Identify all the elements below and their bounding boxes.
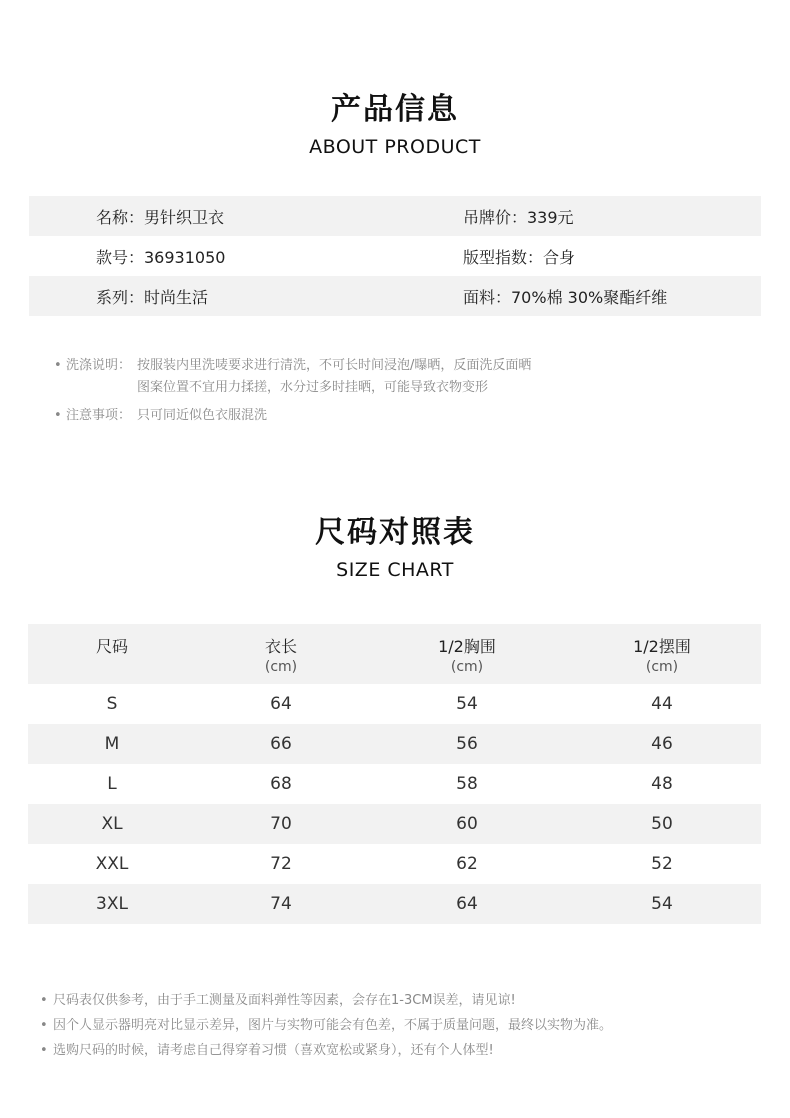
cell-hem: 54 bbox=[651, 894, 673, 914]
wash-label: 洗涤说明： bbox=[66, 358, 132, 373]
info-price: 吊牌价：339元 bbox=[463, 207, 574, 227]
cell-hem: 52 bbox=[651, 854, 673, 874]
table-row bbox=[28, 884, 761, 924]
size-chart-header bbox=[0, 507, 790, 581]
header-size: 尺码 bbox=[95, 637, 128, 656]
cell-length: 68 bbox=[270, 774, 292, 794]
info-row bbox=[29, 276, 761, 316]
cell-size: 3XL bbox=[96, 894, 128, 914]
cell-chest: 60 bbox=[456, 814, 478, 834]
notice-label: 注意事项： bbox=[66, 408, 132, 423]
header-length: 衣长 (cm) bbox=[264, 637, 298, 675]
cell-length: 74 bbox=[270, 894, 292, 914]
cell-chest: 58 bbox=[456, 774, 478, 794]
table-row bbox=[28, 764, 761, 804]
cell-hem: 48 bbox=[651, 774, 673, 794]
table-row bbox=[28, 684, 761, 724]
cell-length: 66 bbox=[270, 734, 292, 754]
cell-size: S bbox=[106, 694, 118, 714]
info-style-number: 款号：36931050 bbox=[96, 247, 226, 267]
size-table-header bbox=[28, 624, 761, 684]
care-notice bbox=[54, 405, 531, 427]
info-fit: 版型指数：合身 bbox=[463, 247, 576, 267]
cell-chest: 64 bbox=[456, 894, 478, 914]
cell-hem: 46 bbox=[651, 734, 673, 754]
product-info-subtitle: ABOUT PRODUCT bbox=[309, 136, 481, 158]
size-chart-title: 尺码对照表 bbox=[315, 515, 475, 550]
cell-chest: 62 bbox=[456, 854, 478, 874]
wash-instructions bbox=[54, 355, 531, 377]
cell-length: 72 bbox=[270, 854, 292, 874]
table-row bbox=[28, 724, 761, 764]
info-row bbox=[29, 236, 761, 276]
header-chest: 1/2胸围 (cm) bbox=[438, 637, 496, 675]
info-series: 系列：时尚生活 bbox=[96, 287, 209, 307]
wash-text-line1: 按服装内里洗唛要求进行清洗，不可长时间浸泡/曝晒，反面洗反面晒 bbox=[137, 358, 532, 373]
cell-chest: 54 bbox=[456, 694, 478, 714]
size-chart-table bbox=[28, 624, 761, 924]
size-footnotes bbox=[40, 988, 612, 1063]
cell-size: XXL bbox=[95, 854, 129, 874]
cell-hem: 44 bbox=[651, 694, 673, 714]
header-hem: 1/2摆围 (cm) bbox=[633, 637, 691, 675]
cell-length: 70 bbox=[270, 814, 292, 834]
cell-length: 64 bbox=[270, 694, 292, 714]
table-row bbox=[28, 844, 761, 884]
cell-size: L bbox=[107, 774, 117, 794]
info-fabric: 面料：70%棉 30%聚酯纤维 bbox=[463, 287, 668, 307]
cell-size: M bbox=[104, 734, 120, 754]
care-notes bbox=[54, 355, 531, 427]
table-row bbox=[28, 804, 761, 844]
wash-text-line2: 图案位置不宜用力揉搓，水分过多时挂晒，可能导致衣物变形 bbox=[137, 380, 489, 395]
info-row bbox=[29, 196, 761, 236]
product-info-header bbox=[0, 84, 790, 158]
footnote-item: • 选购尺码的时候，请考虑自己得穿着习惯（喜欢宽松或紧身），还有个人体型! bbox=[40, 1038, 612, 1063]
info-name: 名称：男针织卫衣 bbox=[96, 207, 225, 227]
product-info-table bbox=[29, 196, 761, 316]
product-info-title: 产品信息 bbox=[331, 92, 459, 127]
footnote-item: • 尺码表仅供参考，由于手工测量及面料弹性等因素，会存在1-3CM误差，请见谅! bbox=[40, 988, 612, 1013]
cell-hem: 50 bbox=[651, 814, 673, 834]
notice-text: 只可同近似色衣服混洗 bbox=[137, 408, 268, 423]
cell-chest: 56 bbox=[456, 734, 478, 754]
size-chart-subtitle: SIZE CHART bbox=[336, 559, 454, 581]
footnote-item: • 因个人显示器明亮对比显示差异，图片与实物可能会有色差，不属于质量问题，最终以实物为准。 bbox=[40, 1013, 612, 1038]
cell-size: XL bbox=[101, 814, 123, 834]
